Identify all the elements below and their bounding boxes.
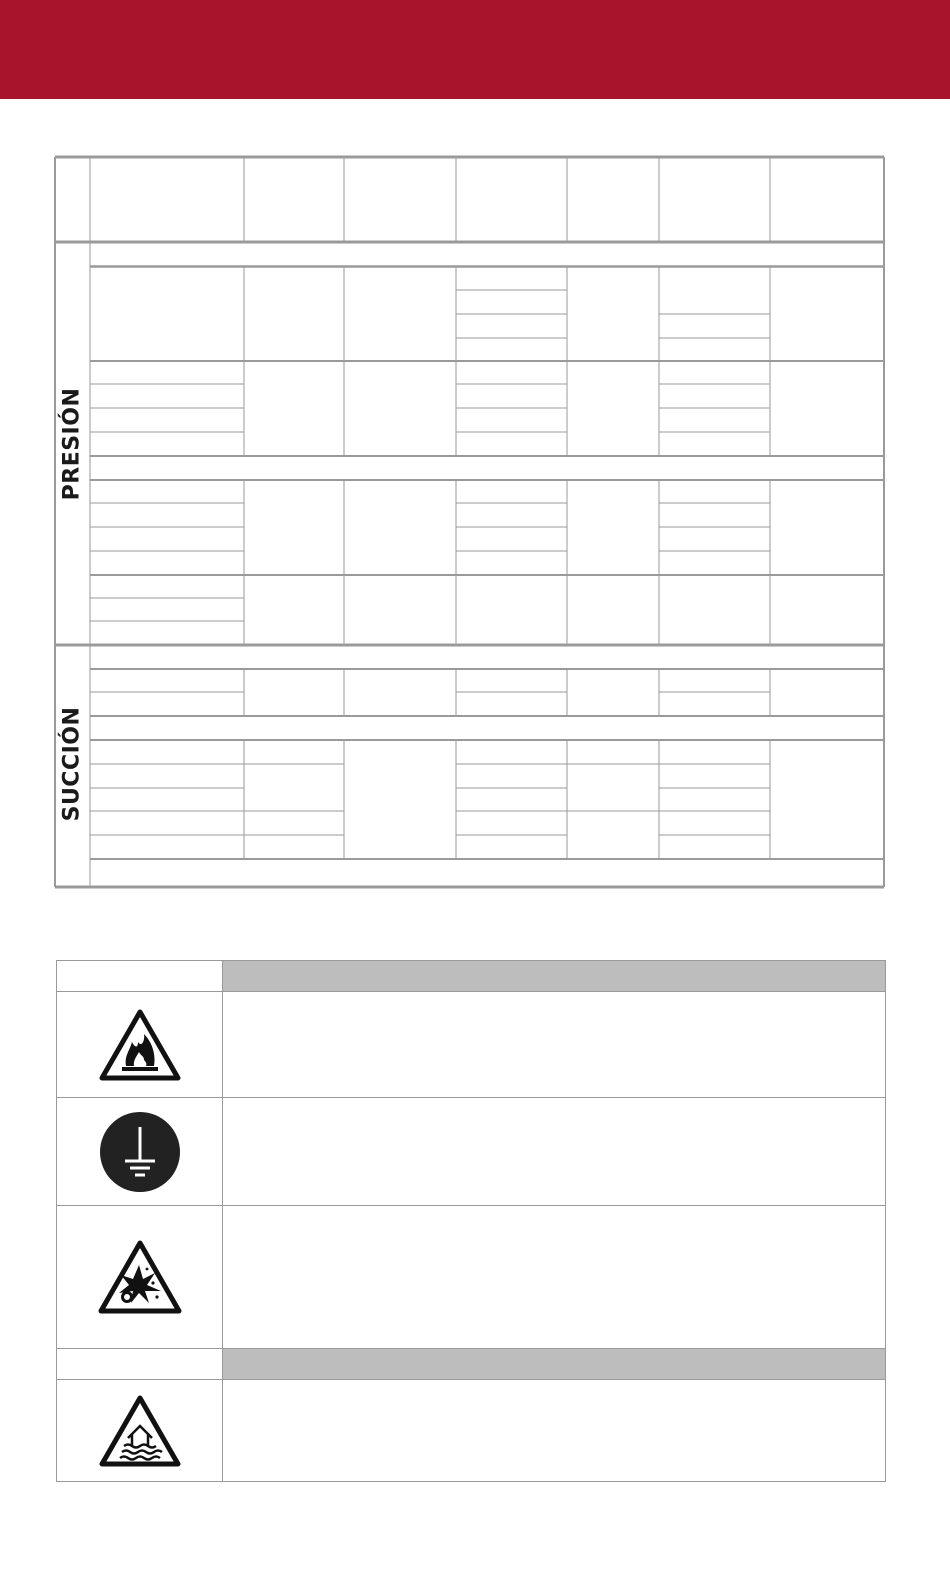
explosive-warning-icon <box>97 1239 183 1315</box>
safety-header-icon-cell <box>57 1349 223 1380</box>
safety-text-cell <box>223 1098 886 1206</box>
safety-row <box>57 992 886 1098</box>
flood-water-warning-icon <box>98 1394 182 1468</box>
safety-text-cell <box>223 992 886 1098</box>
safety-text-cell <box>223 1206 886 1349</box>
suction-section-label: SUCCIÓN <box>59 706 85 822</box>
safety-row <box>57 1206 886 1349</box>
safety-header-text-cell <box>223 1349 886 1380</box>
pressure-section-label: PRESIÓN <box>59 387 85 501</box>
safety-row <box>57 1380 886 1482</box>
safety-group-header <box>57 1349 886 1380</box>
safety-row <box>57 1098 886 1206</box>
safety-header-text-cell <box>223 961 886 992</box>
safety-text-cell <box>223 1380 886 1482</box>
safety-icon-cell <box>57 1098 223 1206</box>
safety-table <box>56 960 886 1482</box>
safety-icon-cell <box>57 992 223 1098</box>
safety-header-icon-cell <box>57 961 223 992</box>
safety-icon-cell <box>57 1380 223 1482</box>
ground-earth-icon <box>99 1111 181 1193</box>
flammable-warning-icon <box>98 1008 182 1082</box>
safety-icon-cell <box>57 1206 223 1349</box>
safety-group-header <box>57 961 886 992</box>
